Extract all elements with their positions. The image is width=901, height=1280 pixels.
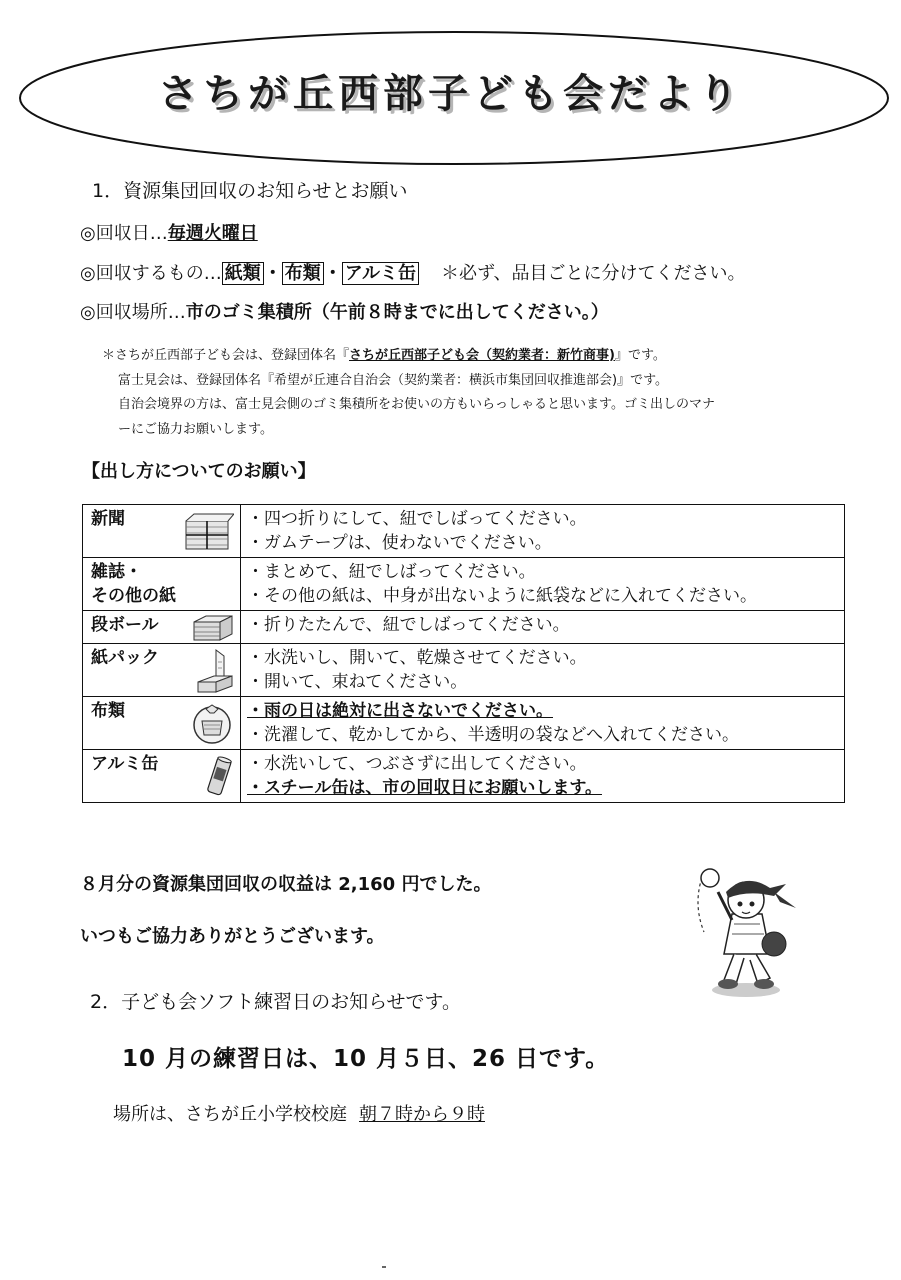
instruction-line: ・水洗いして、つぶさずに出してください。 bbox=[247, 754, 587, 774]
category-cell bbox=[83, 697, 241, 750]
collection-day-value: 毎週火曜日 bbox=[167, 223, 258, 244]
table-row bbox=[83, 505, 845, 558]
aluminum-can-icon bbox=[204, 754, 234, 800]
items-note: ＊必ず、品目ごとに分けてください。 bbox=[441, 263, 746, 284]
table-row bbox=[83, 750, 845, 803]
table-row bbox=[83, 611, 845, 644]
instruction-line: ・開いて、束ねてください。 bbox=[247, 672, 468, 692]
items-cell bbox=[241, 558, 845, 611]
category-cell bbox=[83, 558, 241, 611]
practice-place bbox=[113, 1100, 485, 1126]
softball-player-illustration bbox=[674, 862, 804, 1002]
item-aluminum: アルミ缶 bbox=[342, 262, 419, 285]
category-cell bbox=[83, 750, 241, 803]
category-label: 布類 bbox=[91, 701, 125, 721]
practice-time: 朝７時から９時 bbox=[359, 1104, 485, 1125]
category-label: その他の紙 bbox=[91, 586, 176, 606]
note-line: 富士見会は、登録団体名『希望が丘連合自治会（契約業者：横浜市集団回収推進部会)』です。 bbox=[118, 372, 669, 388]
disposal-table bbox=[82, 504, 845, 803]
cloth-bag-icon bbox=[190, 701, 234, 745]
collection-day-label: ◎回収日… bbox=[80, 223, 168, 244]
scan-speck bbox=[382, 1266, 386, 1268]
note-line: 自治会境界の方は、富士見会側のゴミ集積所をお使いの方もいらっしゃると思います。ゴミ出しのマナ bbox=[118, 397, 715, 412]
items-cell bbox=[241, 505, 845, 558]
instruction-line: ・水洗いし、開いて、乾燥させてください。 bbox=[247, 648, 587, 668]
items-cell bbox=[241, 611, 845, 644]
category-cell bbox=[83, 505, 241, 558]
collection-place-line bbox=[80, 298, 609, 324]
collection-day-line bbox=[80, 219, 258, 245]
instruction-line: ・雨の日は絶対に出さないでください。 bbox=[247, 701, 553, 721]
item-cloth: 布類 bbox=[282, 262, 324, 285]
milk-carton-icon bbox=[194, 648, 234, 696]
item-paper: 紙類 bbox=[222, 262, 264, 285]
items-separator: ・ bbox=[263, 263, 282, 284]
table-row bbox=[83, 644, 845, 697]
category-label: 紙パック bbox=[91, 648, 159, 668]
note-prefix: ＊さちが丘西部子ども会は、登録団体名『 bbox=[102, 348, 350, 363]
instruction-line: ・まとめて、紐でしばってください。 bbox=[247, 562, 536, 582]
items-cell bbox=[241, 750, 845, 803]
category-label: 段ボール bbox=[91, 615, 159, 635]
instruction-line: ・ガムテープは、使わないでください。 bbox=[247, 533, 552, 553]
table-row bbox=[83, 697, 845, 750]
thanks-message: いつもご協力ありがとうございます。 bbox=[80, 926, 385, 947]
newspaper-bundle-icon bbox=[182, 511, 234, 553]
place-prefix: 場所は、さちが丘小学校校庭 bbox=[113, 1104, 347, 1125]
place-value: 市のゴミ集積所（午前８時までに出してください。） bbox=[185, 302, 609, 323]
instruction-line: ・スチール缶は、市の回収日にお願いします。 bbox=[247, 778, 602, 798]
table-row bbox=[83, 558, 845, 611]
instruction-line: ・折りたたんで、紐でしばってください。 bbox=[247, 615, 570, 635]
category-cell bbox=[83, 611, 241, 644]
note-group-name: さちが丘西部子ども会（契約業者：新竹商事) bbox=[349, 348, 615, 363]
note-line: ーにご協力お願いします。 bbox=[118, 421, 273, 437]
category-label: 新聞 bbox=[91, 509, 125, 529]
place-label: ◎回収場所… bbox=[80, 302, 186, 323]
category-label: アルミ缶 bbox=[91, 754, 159, 774]
instruction-line: ・その他の紙は、中身が出ないように紙袋などに入れてください。 bbox=[247, 586, 757, 606]
section2-heading: 2．子ども会ソフト練習日のお知らせです。 bbox=[90, 991, 461, 1013]
registration-notes bbox=[102, 344, 842, 442]
instruction-line: ・洗濯して、乾かしてから、半透明の袋などへ入れてください。 bbox=[247, 725, 739, 745]
items-label: ◎回収するもの… bbox=[80, 263, 222, 284]
note-suffix: 』です。 bbox=[614, 348, 666, 363]
category-label: 雑誌・ bbox=[91, 562, 142, 582]
revenue-notice: ８月分の資源集団回収の収益は 2,160 円でした。 bbox=[80, 874, 492, 895]
section1-heading: 1．資源集団回収のお知らせとお願い bbox=[92, 180, 408, 202]
instruction-line: ・四つ折りにして、紐でしばってください。 bbox=[247, 509, 587, 529]
items-separator: ・ bbox=[323, 263, 342, 284]
cardboard-stack-icon bbox=[192, 614, 234, 642]
practice-dates: 10 月の練習日は、10 月５日、26 日です。 bbox=[122, 1046, 610, 1072]
page-title: さちが丘西部子ども会だより bbox=[158, 71, 743, 117]
category-cell bbox=[83, 644, 241, 697]
table-heading: 【出し方についてのお願い】 bbox=[82, 461, 316, 482]
items-cell bbox=[241, 697, 845, 750]
items-cell bbox=[241, 644, 845, 697]
note-line bbox=[102, 344, 842, 369]
collection-items-line bbox=[80, 259, 746, 285]
